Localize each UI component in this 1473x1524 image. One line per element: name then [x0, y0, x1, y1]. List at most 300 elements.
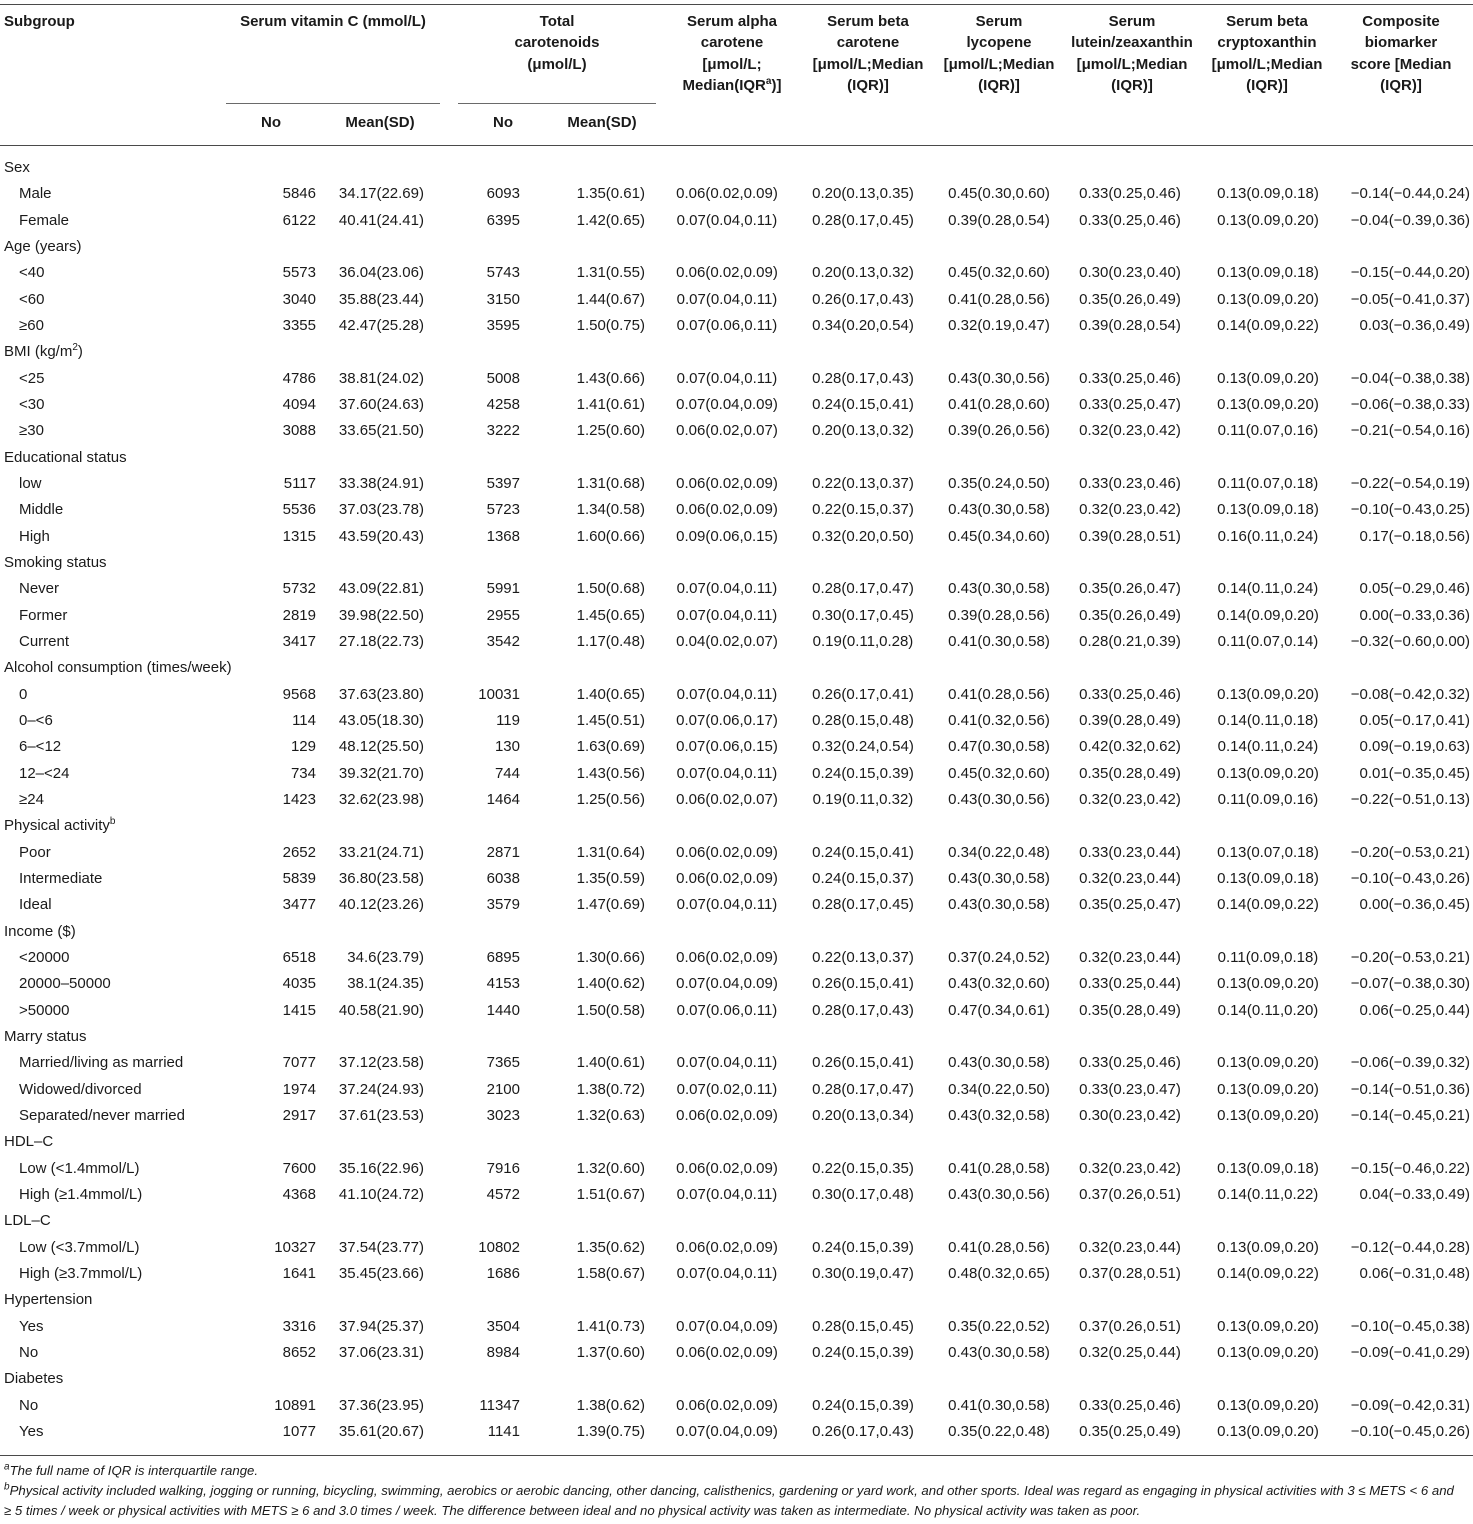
group-text: Educational status [4, 448, 127, 466]
table-row [0, 418, 1473, 444]
table-cell: 0.07(0.04,0.09) [676, 1422, 778, 1440]
table-cell: 0.32(0.23,0.44) [1079, 869, 1181, 887]
table-cell: 35.88(23.44) [338, 290, 424, 308]
table-cell: 0.37(0.24,0.52) [948, 948, 1050, 966]
table-cell: 0.14(0.11,0.22) [1217, 1185, 1319, 1203]
table-cell: 0.33(0.25,0.46) [1079, 369, 1181, 387]
group-row [0, 919, 1473, 945]
table-cell: 35.61(20.67) [338, 1422, 424, 1440]
table-cell: 0.05(−0.17,0.41) [1359, 711, 1470, 729]
table-cell: 0.33(0.23,0.46) [1079, 474, 1181, 492]
table-cell: 0.13(0.09,0.20) [1217, 1080, 1319, 1098]
table-cell: 1.31(0.68) [576, 474, 645, 492]
table-cell: 5732 [282, 580, 316, 598]
table-cell: 0.06(−0.25,0.44) [1359, 1001, 1470, 1019]
header-line: score [Median [1350, 55, 1452, 73]
footnote-a [4, 1461, 1464, 1481]
superscript: 2 [72, 342, 78, 354]
table-cell: 5839 [282, 869, 316, 887]
table-cell: 1.38(0.62) [576, 1396, 645, 1414]
table-cell: 0.41(0.28,0.56) [948, 685, 1050, 703]
table-cell: −0.21(−0.54,0.16) [1350, 422, 1470, 440]
group-row [0, 813, 1473, 839]
table-cell: −0.12(−0.44,0.28) [1350, 1238, 1470, 1256]
table-cell: 0.00(−0.33,0.36) [1359, 606, 1470, 624]
table-cell: 0.42(0.32,0.62) [1079, 738, 1181, 756]
row-label: Married/living as married [19, 1054, 184, 1072]
table-cell: 1.51(0.67) [576, 1185, 645, 1203]
header-line: (IQR)] [1380, 77, 1422, 95]
row-label: Low (<1.4mmol/L) [19, 1159, 140, 1177]
table-row [0, 1261, 1473, 1287]
table-cell: 0.24(0.15,0.41) [812, 843, 914, 861]
group-text: HDL–C [4, 1133, 54, 1151]
table-cell: 0.39(0.28,0.49) [1079, 711, 1181, 729]
table-cell: 0.43(0.30,0.58) [948, 580, 1050, 598]
header-line: carotene [836, 34, 900, 52]
table-cell: 0.43(0.30,0.56) [948, 1185, 1050, 1203]
row-label: Never [19, 580, 60, 598]
table-cell: 0.28(0.17,0.47) [812, 580, 914, 598]
table-cell: 0.14(0.11,0.24) [1217, 580, 1319, 598]
header-line: biomarker [1364, 34, 1438, 52]
table-cell: 43.09(22.81) [338, 580, 424, 598]
table-cell: 6395 [486, 211, 520, 229]
group-row [0, 1287, 1473, 1313]
table-cell: 3542 [486, 632, 520, 650]
table-cell: 0.13(0.09,0.20) [1217, 1396, 1319, 1414]
table-cell: 3088 [282, 422, 316, 440]
table-cell: −0.04(−0.38,0.38) [1350, 369, 1470, 387]
table-cell: 0.11(0.09,0.18) [1217, 948, 1319, 966]
table-cell: 0.22(0.15,0.35) [812, 1159, 914, 1177]
table-cell: 0.33(0.25,0.46) [1079, 685, 1181, 703]
table-cell: −0.09(−0.42,0.31) [1350, 1396, 1470, 1414]
table-cell: 0.24(0.15,0.39) [812, 764, 914, 782]
table-cell: 0.35(0.26,0.49) [1079, 290, 1181, 308]
table-row [0, 1393, 1473, 1419]
table-cell: 2871 [486, 843, 520, 861]
table-cell: 40.12(23.26) [338, 896, 424, 914]
table-cell: −0.10(−0.45,0.26) [1350, 1422, 1470, 1440]
header-line: Serum beta [1226, 13, 1308, 30]
group-text: BMI (kg/m [4, 343, 73, 361]
table-cell: 1.35(0.61) [576, 185, 645, 203]
table-cell: 1440 [486, 1001, 520, 1019]
table-cell: 41.10(24.72) [338, 1185, 424, 1203]
table-cell: 0.37(0.28,0.51) [1079, 1264, 1181, 1282]
table-cell: 0.26(0.15,0.41) [812, 975, 914, 993]
table-cell: 0.39(0.26,0.56) [948, 422, 1050, 440]
table-cell: 0.04(0.02,0.07) [676, 632, 778, 650]
table-cell: 4786 [282, 369, 316, 387]
table-cell: 4572 [486, 1185, 520, 1203]
table-row [0, 260, 1473, 286]
row-label: <60 [19, 290, 45, 308]
table-cell: 0.07(0.04,0.11) [676, 211, 778, 229]
table-cell: 0.13(0.09,0.18) [1217, 264, 1319, 282]
table-cell: 1.32(0.60) [576, 1159, 645, 1177]
table-cell: 3477 [282, 896, 316, 914]
table-row [0, 1235, 1473, 1261]
row-label: >50000 [19, 1001, 70, 1019]
table-cell: 0.20(0.13,0.32) [812, 264, 914, 282]
row-label: 0 [19, 685, 28, 703]
table-cell: 4258 [486, 395, 520, 413]
table-cell: 0.06(0.02,0.09) [676, 501, 778, 519]
table-cell: 5117 [283, 474, 316, 492]
table-cell: 0.43(0.32,0.58) [948, 1106, 1050, 1124]
table-cell: 1.50(0.68) [576, 580, 645, 598]
table-cell: 0.07(0.04,0.11) [676, 580, 778, 598]
table-cell: 0.06(0.02,0.09) [676, 1238, 778, 1256]
table-cell: 0.06(0.02,0.09) [676, 1343, 778, 1361]
group-label [4, 1024, 87, 1050]
top-rule [0, 4, 1473, 5]
table-cell: 0.00(−0.36,0.45) [1359, 896, 1470, 914]
table-cell: 1.31(0.55) [576, 264, 645, 282]
table-cell: 1415 [282, 1001, 316, 1019]
table-cell: 0.48(0.32,0.65) [948, 1264, 1050, 1282]
table-cell: 0.07(0.04,0.11) [676, 369, 778, 387]
header-beta-carotene [800, 11, 936, 97]
header-text: Median(IQR [682, 77, 766, 95]
table-cell: 5743 [486, 264, 520, 282]
group-text: Smoking status [4, 553, 107, 571]
table-cell: −0.08(−0.42,0.32) [1350, 685, 1470, 703]
table-cell: −0.10(−0.45,0.38) [1350, 1317, 1470, 1335]
table-cell: 0.09(−0.19,0.63) [1359, 738, 1470, 756]
table-cell: 48.12(25.50) [338, 738, 424, 756]
row-label: 12–<24 [19, 764, 70, 782]
header-line: [μmol/L;Median [1076, 55, 1188, 73]
table-cell: 1368 [486, 527, 520, 545]
table-row [0, 524, 1473, 550]
table-cell: 0.33(0.25,0.46) [1079, 1396, 1181, 1414]
table-cell: 1.34(0.58) [576, 501, 645, 519]
table-row [0, 787, 1473, 813]
table-cell: 36.80(23.58) [338, 869, 424, 887]
table-cell: 7365 [486, 1054, 520, 1072]
row-label: Separated/never married [19, 1106, 185, 1124]
footnote-text: The full name of IQR is interquartile range. [9, 1463, 259, 1478]
table-cell: 1.44(0.67) [576, 290, 645, 308]
table-cell: −0.09(−0.41,0.29) [1350, 1343, 1470, 1361]
table-cell: 0.28(0.21,0.39) [1079, 632, 1181, 650]
header-beta-cryptoxanthin [1200, 11, 1334, 97]
table-cell: 0.35(0.28,0.49) [1079, 1001, 1181, 1019]
table-cell: 0.07(0.04,0.09) [676, 1317, 778, 1335]
table-cell: 0.26(0.15,0.41) [812, 1054, 914, 1072]
header-line: Serum [1108, 13, 1156, 30]
row-label: No [19, 1343, 39, 1361]
table-cell: 0.14(0.09,0.22) [1217, 896, 1319, 914]
table-cell: 0.28(0.15,0.48) [812, 711, 914, 729]
table-row [0, 366, 1473, 392]
footnote-b [4, 1481, 1464, 1521]
table-cell: −0.32(−0.60,0.00) [1350, 632, 1470, 650]
table-cell: 3150 [486, 290, 520, 308]
table-cell: −0.20(−0.53,0.21) [1350, 948, 1470, 966]
table-cell: 40.58(21.90) [338, 1001, 424, 1019]
table-cell: 5846 [282, 185, 316, 203]
table-cell: 0.33(0.25,0.46) [1079, 1054, 1181, 1072]
row-label: 20000–50000 [19, 975, 111, 993]
table-cell: 38.1(24.35) [347, 975, 424, 993]
table-cell: 114 [292, 711, 316, 729]
table-cell: 1.42(0.65) [576, 211, 645, 229]
group-row [0, 445, 1473, 471]
table-cell: 43.59(20.43) [338, 527, 424, 545]
table-cell: 0.13(0.09,0.20) [1217, 685, 1319, 703]
table-row [0, 471, 1473, 497]
table-cell: 1.41(0.61) [576, 395, 645, 413]
table-cell: 0.43(0.30,0.58) [948, 1343, 1050, 1361]
table-cell: 1.30(0.66) [576, 948, 645, 966]
row-label: High (≥1.4mmol/L) [19, 1185, 143, 1203]
table-cell: 0.43(0.30,0.58) [948, 501, 1050, 519]
table-cell: 0.47(0.34,0.61) [948, 1001, 1050, 1019]
group-text: Alcohol consumption (times/week) [4, 659, 232, 677]
group-row [0, 339, 1473, 365]
table-cell: 0.07(0.06,0.11) [676, 316, 778, 334]
table-row [0, 998, 1473, 1024]
table-cell: 0.30(0.23,0.42) [1079, 1106, 1181, 1124]
group-row [0, 1208, 1473, 1234]
group-text: Physical activity [4, 817, 110, 835]
table-cell: 37.54(23.77) [338, 1238, 424, 1256]
table-cell: 0.06(0.02,0.07) [676, 790, 778, 808]
header-alpha-carotene [664, 11, 800, 97]
table-cell: 33.38(24.91) [338, 474, 424, 492]
header-line: [μmol/L;Median [943, 55, 1055, 73]
table-cell: 0.32(0.23,0.44) [1079, 1238, 1181, 1256]
table-cell: 0.06(0.02,0.09) [676, 1159, 778, 1177]
table-cell: 0.13(0.09,0.20) [1217, 395, 1319, 413]
group-text: Income ($) [4, 922, 76, 940]
table-cell: 0.06(−0.31,0.48) [1359, 1264, 1470, 1282]
table-cell: 43.05(18.30) [338, 711, 424, 729]
table-cell: 36.04(23.06) [338, 264, 424, 282]
group-label [4, 1287, 92, 1313]
table-cell: 38.81(24.02) [338, 369, 424, 387]
group-row [0, 550, 1473, 576]
table-cell: 0.13(0.09,0.18) [1217, 869, 1319, 887]
table-cell: 11347 [479, 1396, 520, 1414]
table-cell: 0.14(0.09,0.20) [1217, 606, 1319, 624]
table-cell: 5536 [282, 501, 316, 519]
group-label [4, 550, 107, 576]
header-composite-score [1334, 11, 1468, 97]
table-cell: 37.24(24.93) [338, 1080, 424, 1098]
table-cell: 0.04(−0.33,0.49) [1359, 1185, 1470, 1203]
table-cell: 0.28(0.17,0.45) [812, 896, 914, 914]
table-cell: 8652 [282, 1343, 316, 1361]
table-cell: 0.07(0.06,0.11) [676, 1001, 778, 1019]
table-cell: −0.10(−0.43,0.25) [1350, 501, 1470, 519]
table-cell: 0.13(0.09,0.18) [1217, 1159, 1319, 1177]
table-cell: 27.18(22.73) [338, 632, 424, 650]
table-cell: −0.06(−0.39,0.32) [1350, 1054, 1470, 1072]
group-row [0, 655, 1473, 681]
table-cell: 0.37(0.26,0.51) [1079, 1185, 1181, 1203]
table-cell: 1.43(0.56) [576, 764, 645, 782]
table-row [0, 734, 1473, 760]
table-cell: 3040 [282, 290, 316, 308]
group-text: LDL–C [4, 1212, 51, 1230]
table-cell: 37.60(24.63) [338, 395, 424, 413]
table-cell: 0.41(0.28,0.58) [948, 1159, 1050, 1177]
group-label [4, 1129, 53, 1155]
row-label: Ideal [19, 896, 52, 914]
table-cell: 1.63(0.69) [576, 738, 645, 756]
table-cell: 1.37(0.60) [576, 1343, 645, 1361]
header-line: [μmol/L; [702, 55, 762, 73]
table-cell: 0.13(0.09,0.20) [1217, 1422, 1319, 1440]
table-row [0, 682, 1473, 708]
header-line: Serum beta [827, 13, 909, 30]
table-cell: 33.65(21.50) [338, 422, 424, 440]
table-cell: 0.06(0.02,0.09) [676, 869, 778, 887]
table-cell: 0.07(0.04,0.11) [676, 764, 778, 782]
row-label: High [19, 527, 50, 545]
table-cell: 4094 [282, 395, 316, 413]
table-cell: 6122 [282, 211, 316, 229]
table-row [0, 576, 1473, 602]
table-cell: 0.43(0.30,0.58) [948, 896, 1050, 914]
table-cell: 0.45(0.32,0.60) [948, 764, 1050, 782]
row-label: <20000 [19, 948, 70, 966]
table-cell: 744 [494, 764, 520, 782]
group-row [0, 1366, 1473, 1392]
table-cell: −0.20(−0.53,0.21) [1350, 843, 1470, 861]
table-cell: 1.35(0.59) [576, 869, 645, 887]
table-cell: 0.35(0.22,0.48) [948, 1422, 1050, 1440]
table-cell: 0.39(0.28,0.54) [948, 211, 1050, 229]
group-label [4, 445, 127, 471]
table-cell: −0.07(−0.38,0.30) [1350, 975, 1470, 993]
table-cell: 1423 [282, 790, 316, 808]
table-cell: 0.07(0.04,0.11) [676, 1054, 778, 1072]
table-cell: 0.39(0.28,0.56) [948, 606, 1050, 624]
table-cell: 0.13(0.09,0.20) [1217, 1238, 1319, 1256]
table-cell: 0.43(0.30,0.58) [948, 869, 1050, 887]
table-cell: 35.45(23.66) [338, 1264, 424, 1282]
table-cell: −0.15(−0.44,0.20) [1350, 264, 1470, 282]
table-cell: 39.98(22.50) [338, 606, 424, 624]
table-cell: 0.32(0.23,0.42) [1079, 1159, 1181, 1177]
table-cell: 1974 [282, 1080, 316, 1098]
table-cell: 0.06(0.02,0.09) [676, 843, 778, 861]
table-cell: 6518 [282, 948, 316, 966]
table-cell: 0.13(0.07,0.18) [1217, 843, 1319, 861]
table-cell: −0.10(−0.43,0.26) [1350, 869, 1470, 887]
row-label: <30 [19, 395, 45, 413]
table-cell: 0.01(−0.35,0.45) [1359, 764, 1470, 782]
header-line: (IQR)] [847, 77, 889, 95]
table-cell: 3504 [486, 1317, 520, 1335]
group-text: Diabetes [4, 1370, 64, 1388]
table-cell: 1.25(0.56) [576, 790, 645, 808]
table-cell: 1.40(0.65) [576, 685, 645, 703]
table-cell: 4153 [486, 975, 520, 993]
group-row [0, 1129, 1473, 1155]
row-label: 6–<12 [19, 738, 62, 756]
table-cell: 0.07(0.02,0.11) [676, 1080, 778, 1098]
table-cell: 0.32(0.20,0.50) [812, 527, 914, 545]
table-cell: 6895 [486, 948, 520, 966]
table-cell: 0.24(0.15,0.39) [812, 1343, 914, 1361]
table-cell: 0.32(0.23,0.44) [1079, 948, 1181, 966]
table-cell: 0.28(0.17,0.47) [812, 1080, 914, 1098]
header-vitamin-c: Serum vitamin C (mmol/L) [240, 13, 426, 30]
table-cell: 0.34(0.22,0.50) [948, 1080, 1050, 1098]
table-row [0, 1314, 1473, 1340]
table-row [0, 866, 1473, 892]
table-cell: 0.14(0.09,0.22) [1217, 316, 1319, 334]
header-subgroup: Subgroup [4, 13, 75, 30]
table-cell: 3595 [486, 316, 520, 334]
table-cell: 37.63(23.80) [338, 685, 424, 703]
table-cell: 0.41(0.30,0.58) [948, 632, 1050, 650]
table-cell: 0.35(0.28,0.49) [1079, 764, 1181, 782]
table-cell: 0.30(0.19,0.47) [812, 1264, 914, 1282]
subheader-carot-no: No [493, 114, 513, 131]
header-line: cryptoxanthin [1217, 34, 1317, 52]
table-cell: 10891 [274, 1396, 316, 1414]
table-cell: 3417 [282, 632, 316, 650]
table-cell: 32.62(23.98) [338, 790, 424, 808]
table-cell: 0.30(0.17,0.48) [812, 1185, 914, 1203]
table-cell: 37.06(23.31) [338, 1343, 424, 1361]
table-cell: 0.47(0.30,0.58) [948, 738, 1050, 756]
row-label: <40 [19, 264, 45, 282]
table-cell: 0.28(0.17,0.43) [812, 369, 914, 387]
row-label: No [19, 1396, 39, 1414]
table-row [0, 892, 1473, 918]
table-cell: 0.32(0.19,0.47) [948, 316, 1050, 334]
table-cell: 0.06(0.02,0.09) [676, 1106, 778, 1124]
table-cell: 5991 [486, 580, 520, 598]
header-lutein-zeaxanthin [1066, 11, 1198, 97]
table-cell: 39.32(21.70) [338, 764, 424, 782]
table-cell: 0.03(−0.36,0.49) [1359, 316, 1470, 334]
table-cell: 1.40(0.62) [576, 975, 645, 993]
table-row [0, 1077, 1473, 1103]
table-cell: 0.30(0.23,0.40) [1079, 264, 1181, 282]
group-label [4, 813, 115, 839]
table-cell: 0.17(−0.18,0.56) [1359, 527, 1470, 545]
table-cell: 0.32(0.23,0.42) [1079, 422, 1181, 440]
table-cell: 2917 [282, 1106, 316, 1124]
table-cell: 1.50(0.58) [576, 1001, 645, 1019]
table-cell: 0.45(0.34,0.60) [948, 527, 1050, 545]
table-cell: 0.43(0.30,0.56) [948, 369, 1050, 387]
table-row [0, 392, 1473, 418]
table-cell: 0.06(0.02,0.09) [676, 264, 778, 282]
table-cell: 1.31(0.64) [576, 843, 645, 861]
table-cell: 0.13(0.09,0.20) [1217, 290, 1319, 308]
table-row [0, 1340, 1473, 1366]
table-cell: 0.35(0.24,0.50) [948, 474, 1050, 492]
table-cell: 0.07(0.04,0.09) [676, 395, 778, 413]
table-row [0, 1050, 1473, 1076]
table-cell: 37.94(25.37) [338, 1317, 424, 1335]
table-cell: 2819 [282, 606, 316, 624]
table-cell: 5723 [486, 501, 520, 519]
table-cell: 37.03(23.78) [338, 501, 424, 519]
group-row [0, 1024, 1473, 1050]
